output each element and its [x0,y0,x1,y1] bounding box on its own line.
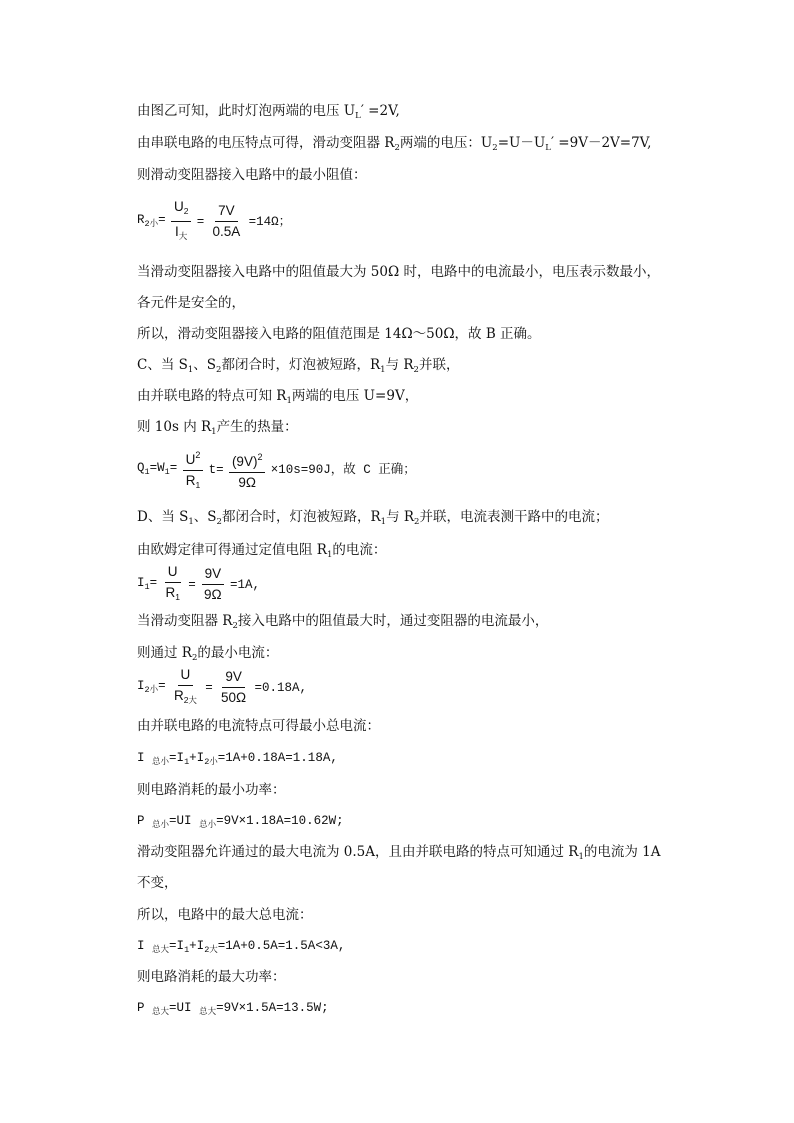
text: 则电路消耗的最大功率： [137,969,286,985]
subscript: 2 [413,365,419,375]
superscript: 2 [195,450,201,460]
symbol: P [137,814,145,828]
equation-min-total-current [137,749,338,771]
subscript: 总小 [152,757,170,767]
text-line-7 [137,325,541,343]
symbol: +I [189,751,205,765]
text: 的电流为 1A [583,844,661,860]
text: 则电路消耗的最小功率： [137,782,286,798]
superscript: 2 [257,452,263,462]
result: =1A+0.5A=1.5A<3A, [217,939,346,953]
text-line-24 [137,906,313,924]
symbol: R [137,212,145,227]
text-line-9 [137,387,418,410]
fraction-values [229,448,266,492]
text-line-1 [137,102,400,125]
text: 由串联电路的电压特点可得，滑动变阻器 R [137,135,395,151]
text-line-13 [137,541,386,564]
numerator: U [185,452,196,467]
text: 所以，滑动变阻器接入电路的阻值范围是 14Ω～50Ω，故 B 正确。 [137,326,541,342]
text: D、当 S [137,509,189,525]
text: C、当 S [137,357,188,373]
subscript: 2小 [144,218,159,229]
numerator: 9V [202,565,225,585]
denominator: 9Ω [204,587,222,602]
result: =9V×1.5A=13.5W; [216,1001,329,1015]
text: 当滑动变阻器 R [137,613,233,629]
text: 的最小电流： [197,645,279,661]
fraction-u-over-r2max [171,666,200,709]
symbol: I [137,939,145,953]
subscript: 1 [187,365,194,375]
text: 两端的电压 U=9V， [291,388,419,404]
subscript: 2 [183,206,189,216]
subscript: 1 [326,550,333,560]
text: 接入电路中的阻值最大时，通过变阻器的电流最小， [237,613,549,629]
text: 、S [193,357,217,373]
fraction-values [218,668,249,707]
text-line-2 [137,134,651,157]
subscript: 1 [578,852,584,862]
text-line-22 [137,843,661,866]
text-line-10 [137,418,298,441]
operator: = [158,678,166,693]
equation-heat [137,446,416,494]
symbol: t= [208,463,224,477]
subscript: 2 [232,621,238,631]
text: 都闭合时，灯泡被短路，R [221,357,381,373]
result: =9V×1.18A=10.62W; [216,814,344,828]
text: ′ =2V, [360,103,400,119]
equation-max-power [137,999,329,1021]
subscript: 2小 [204,757,218,767]
text-line-3 [137,166,367,184]
subscript: 1 [144,467,150,477]
symbol: +I [189,939,205,953]
text: 所以，电路中的最大总电流： [137,907,313,923]
fraction-values [210,202,244,241]
subscript: 1 [188,517,194,527]
subscript: 2 [216,517,222,527]
subscript: 2 [394,143,400,153]
numerator: U [178,666,194,686]
numerator: (9V) [231,454,258,469]
text: 的电流： [332,542,387,558]
result: =0.18A, [254,680,307,695]
subscript: L [545,143,551,153]
text-line-16 [137,644,278,667]
text: 由图乙可知，此时灯泡两端的电压 U [137,103,356,119]
subscript: 2 [492,143,498,153]
text-line-5 [137,263,660,281]
subscript: 大 [178,231,188,241]
denominator: R [173,688,184,703]
text: 由并联电路的电流特点可得最小总电流： [137,718,380,734]
subscript: 2大 [204,945,218,955]
text: 两端的电压：U [399,135,493,151]
subscript: 1 [175,592,180,602]
equation-min-resistance [137,198,291,245]
result: ×10s=90J，故 C 正确； [270,463,416,477]
text: ′ =9V－2V=7V, [550,135,652,151]
fraction-values [201,565,225,604]
symbol: Q [137,461,145,475]
symbol: =I [169,751,185,765]
denominator: R [185,473,196,488]
symbol: =I [169,939,185,953]
text: 并联，电流表测干路中的电流； [419,509,609,525]
text: 则通过 R [137,645,192,661]
text-line-18 [137,717,380,735]
symbol: =W [149,461,165,475]
denominator: R [165,585,176,600]
operator: = [188,577,196,592]
symbol: I [137,575,145,590]
text: 由并联电路的特点可知 R [137,388,287,404]
subscript: 总小 [152,820,170,830]
subscript: 2 [191,653,198,663]
subscript: 1 [164,467,170,477]
fraction-u-over-r1 [162,563,182,606]
equation-current-r1 [137,563,260,606]
result: =1A, [229,577,260,592]
symbol: I [137,678,145,693]
numerator: U [173,199,184,214]
subscript: 1 [195,480,201,490]
text: 由欧姆定律可得通过定值电阻 R [137,542,327,558]
subscript: 2小 [144,684,159,695]
denominator: I [175,224,179,239]
operator: = [169,461,178,475]
denominator: 9Ω [238,475,256,490]
result: =14Ω； [248,214,292,229]
text: =U－U [497,135,546,151]
text: 与 R [385,357,414,373]
text: 则滑动变阻器接入电路中的最小阻值： [137,167,367,183]
denominator: 0.5A [212,224,241,239]
subscript: 1 [144,581,150,592]
text-line-8 [137,356,459,379]
subscript: 2 [216,365,222,375]
fraction-u2-over-imax [171,198,191,245]
subscript: 1 [184,945,190,955]
symbol: =UI [169,1001,192,1015]
text: 各元件是安全的， [137,295,245,311]
text: 则 10s 内 R [137,419,212,435]
symbol: P [137,1001,145,1015]
equation-max-total-current [137,937,345,959]
text-line-15 [137,612,548,635]
subscript: L [355,111,361,121]
subscript: 总大 [152,945,170,955]
numerator: 7V [215,202,238,222]
equation-min-current-r2 [137,666,307,709]
numerator: U [165,563,181,583]
subscript: 总大 [152,1007,170,1017]
subscript: 总小 [199,820,217,830]
symbol: =UI [169,814,192,828]
text: 都闭合时，灯泡被短路，R [221,509,381,525]
text: 、S [193,509,217,525]
operator: = [205,680,213,695]
operator: = [196,214,205,229]
text-line-12 [137,508,608,531]
symbol: I [137,751,145,765]
subscript: 1 [211,427,217,437]
text-line-20 [137,781,286,799]
subscript: 2大 [183,695,197,705]
operator: = [149,575,158,590]
text: 不变， [137,875,178,891]
numerator: 9V [222,668,245,688]
text: 并联， [418,357,460,373]
text: 产生的热量： [216,419,298,435]
equation-min-power [137,812,344,834]
subscript: 1 [286,396,292,406]
subscript: 1 [184,757,190,767]
fraction-u2-over-r1 [183,446,204,494]
subscript: 1 [380,365,386,375]
text: 当滑动变阻器接入电路中的阻值最大为 50Ω 时，电路中的电流最小，电压表示数最小， [137,264,660,280]
operator: = [158,212,166,227]
subscript: 1 [380,517,387,527]
text: 滑动变阻器允许通过的最大电流为 0.5A，且由并联电路的特点可知通过 R [137,844,579,860]
text-line-6 [137,294,245,312]
text-line-23 [137,874,178,892]
subscript: 2 [414,517,420,527]
subscript: 总大 [199,1007,217,1017]
text: 与 R [386,509,415,525]
text-line-26 [137,968,286,986]
result: =1A+0.18A=1.18A, [217,751,338,765]
denominator: 50Ω [221,690,247,705]
